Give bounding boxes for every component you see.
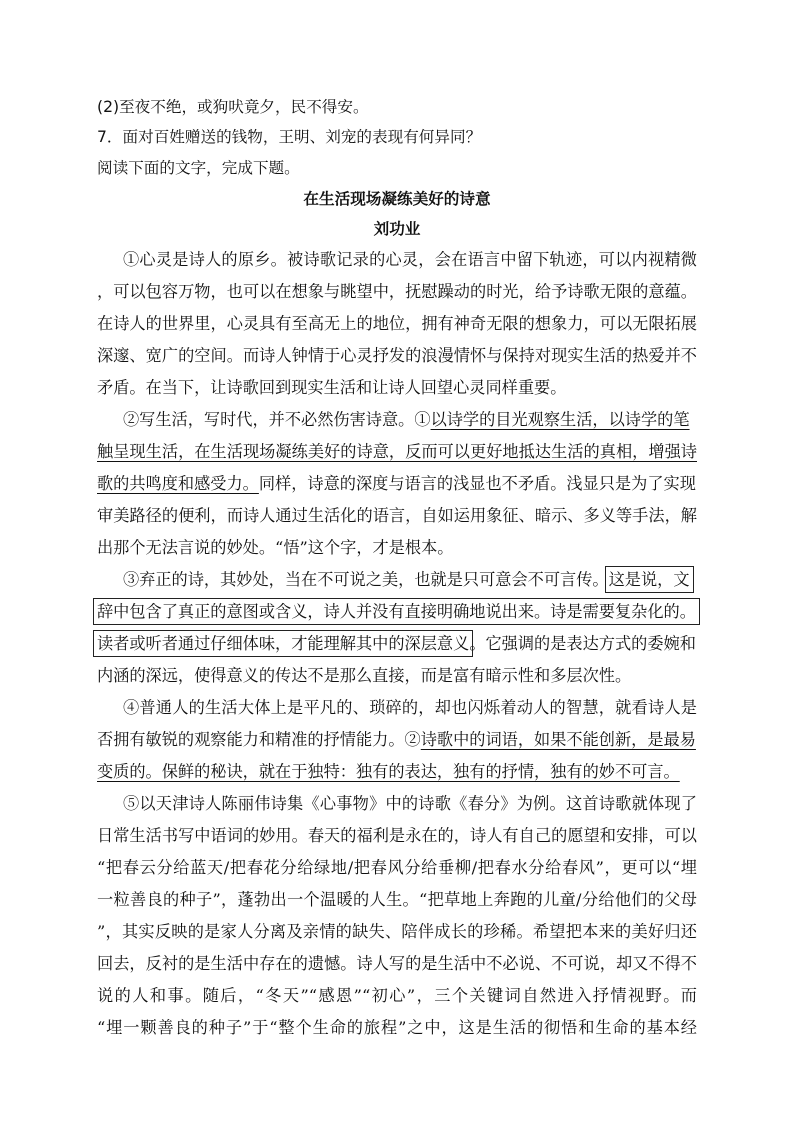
p3-line-3 (97, 633, 696, 655)
p1-line-5: 矛盾。在当下，让诗歌回到现实生活和让诗人回望心灵同样重要。 (97, 378, 567, 397)
p2-line-1 (123, 409, 690, 431)
p1-line-2: ，可以包容万物，也可以在想象与眺望中，抚慰躁动的时光，给予诗歌无限的意蕴。 (97, 282, 697, 301)
p3-line-1-text: ③弃正的诗，其妙处，当在不可说之美，也就是只可意会不可言传。 (123, 570, 609, 589)
underlined-sentence-1-end: 歌的共鸣度和感受力。 (97, 474, 259, 493)
p2-line-4: 审美路径的便利，而诗人通过生活化的语言，自如运用象征、暗示、多义等手法，解 (97, 506, 697, 525)
p2-line-1-text: ②写生活，写时代，并不必然伤害诗意。① (123, 410, 431, 429)
p3-line-2 (97, 601, 696, 623)
p3-line-3-text: 。它强调的是表达方式的委婉和 (469, 634, 696, 653)
p5-line-5: ”，其实反映的是家人分离及亲情的缺失、陪伴成长的珍稀。希望把本来的美好归还 (97, 922, 697, 941)
article-author: 刘功业 (373, 219, 421, 238)
p4-line-2 (97, 729, 696, 751)
p3-line-1 (123, 569, 690, 591)
question-item-2: (2)至夜不绝，或狗吠竟夕，民不得安。 (97, 98, 369, 116)
reading-instruction: 阅读下面的文字，完成下题。 (97, 159, 300, 177)
underlined-sentence-1: 以诗学的目光观察生活，以诗学的笔 (430, 410, 690, 429)
boxed-sentence-end: 读者或听者通过仔细体味，才能理解其中的深层意义 (97, 634, 470, 653)
p4-line-2-text: 否拥有敏锐的观察能力和精准的抒情能力。② (97, 730, 421, 749)
boxed-sentence: 这是说，文 (608, 570, 690, 589)
p5-line-3: “把春云分给蓝天/把春花分给绿地/把春风分给垂柳/把春水分给春风”，更可以“埋 (97, 858, 697, 877)
underlined-sentence-2-cont: 变质的。保鲜的秘诀，就在于独特：独有的表达，独有的抒情，独有的妙不可言。 (97, 762, 680, 781)
p5-line-8: “埋一颗善良的种子”于“整个生命的旅程”之中，这是生活的彻悟和生命的基本经 (97, 1018, 697, 1037)
p2-line-5: 出那个无法言说的妙处。“悟”这个字，才是根本。 (97, 538, 454, 557)
p3-line-4: 内涵的深远，使得意义的传达不是那么直接，而是富有暗示性和多层次性。 (97, 666, 632, 685)
p1-line-1: ①心灵是诗人的原乡。被诗歌记录的心灵，会在语言中留下轨迹，可以内视精微 (123, 250, 697, 269)
boxed-sentence-cont: 辞中包含了真正的意图或含义，诗人并没有直接明确地说出来。诗是需要复杂化的。 (97, 602, 696, 621)
p5-line-7: 说的人和事。随后，“冬天”“感恩”“初心”，三个关键词自然进入抒情视野。而 (97, 986, 697, 1005)
p5-line-4: 一粒善良的种子”，蓬勃出一个温暖的人生。“把草地上奔跑的儿童/分给他们的父母 (97, 890, 697, 909)
p4-line-1: ④普通人的生活大体上是平凡的、琐碎的，却也闪烁着动人的智慧，就看诗人是 (123, 698, 697, 717)
underlined-sentence-2: 诗歌中的词语，如果不能创新，是最易 (420, 730, 696, 749)
p1-line-4: 深邃、宽广的空间。而诗人钟情于心灵抒发的浪漫情怀与保持对现实生活的热爱并不 (97, 346, 697, 365)
question-7: 7．面对百姓赠送的钱物，王明、刘宠的表现有何异同？ (97, 128, 482, 146)
p5-line-2: 日常生活书写中语词的妙用。春天的福利是永在的，诗人有自己的愿望和安排，可以 (97, 826, 697, 845)
p5-line-1: ⑤以天津诗人陈丽伟诗集《心事物》中的诗歌《春分》为例。这首诗歌就体现了 (123, 794, 697, 813)
underlined-sentence-1-cont: 触呈现生活，在生活现场凝练美好的诗意，反而可以更好地抵达生活的真相，增强诗 (97, 442, 697, 461)
p5-line-6: 回去，反衬的是生活中存在的遗憾。诗人写的是生活中不必说、不可说，却又不得不 (97, 954, 697, 973)
p1-line-3: 在诗人的世界里，心灵具有至高无上的地位，拥有神奇无限的想象力，可以无限拓展 (97, 314, 697, 333)
p2-line-3 (97, 473, 696, 495)
article-title: 在生活现场凝练美好的诗意 (303, 189, 491, 208)
p2-line-3-text: 同样，诗意的深度与语言的浅显也不矛盾。浅显只是为了实现 (258, 474, 696, 493)
